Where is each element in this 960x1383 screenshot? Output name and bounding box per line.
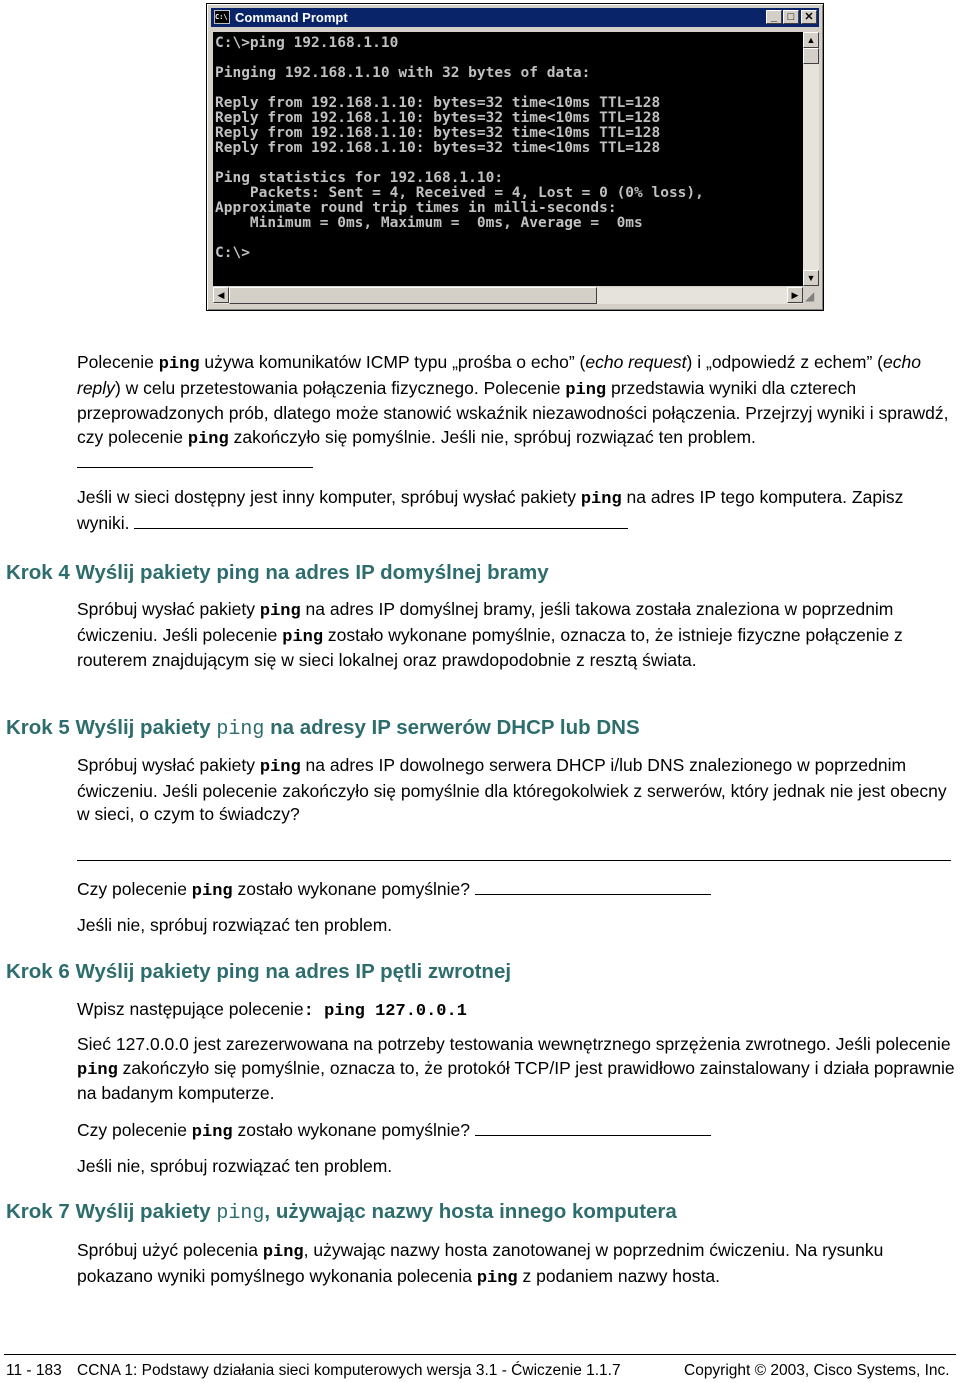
- code-ping: ping: [191, 1123, 233, 1142]
- footer-rule: [4, 1354, 956, 1355]
- step-4-heading: Krok 4 Wyślij pakiety ping na adres IP domyślnej bramy: [6, 561, 549, 584]
- text: zostało wykonane pomyślnie?: [232, 1120, 475, 1140]
- vertical-scrollbar[interactable]: [803, 32, 819, 286]
- text: , używając nazwy hosta zanotowanej w poprzednim ćwiczeniu. Na rysunku pokazano wyniki pomyślnego wykonania polecenia: [77, 1240, 884, 1286]
- text: Polecenie: [77, 352, 159, 372]
- code-ping: ping: [158, 355, 200, 374]
- text: , używając nazwy hosta innego komputera: [264, 1200, 677, 1223]
- scroll-right-icon[interactable]: ▶: [787, 287, 803, 303]
- code-ping: ping: [216, 1202, 265, 1225]
- text: przedstawia wyniki dla czterech przeprowadzonych prób, dlatego może stanowić wskaźnik niezawodności połączenia. Przejrzyj wyniki i sprawdź, czy polecenie: [77, 377, 949, 447]
- text: Jeśli w sieci dostępny jest inny komputer, spróbuj wysłać pakiety: [77, 487, 581, 507]
- answer-line[interactable]: [77, 860, 951, 861]
- text: ) i „odpowiedź z echem” (: [686, 352, 884, 372]
- paragraph-step-7: [77, 1239, 955, 1290]
- console-text: C:\>ping 192.168.1.10 Pinging 192.168.1.10 with 32 bytes of data: Reply from 192.168.1.10: bytes=32 time<10ms TTL=128 Reply from 192.168.1.10: bytes=32 time<10ms TTL=128 Reply from 192.168.1.10: bytes=32 time<10ms TTL=128 Reply from 192.168.1.10: bytes=32 time<10ms TTL=128 Ping statistics for 192.168.1.10: Packets: Sent = 4, Received = 4, Lost = 0 (0% loss), Approximate round trip times in milli-seconds: Minimum = 0ms, Maximum = 0ms, Average = 0ms C:\>: [215, 35, 704, 261]
- paragraph-other-computer: [77, 486, 955, 535]
- answer-line[interactable]: [77, 453, 313, 468]
- step-5-heading: [6, 716, 640, 741]
- code-ping: ping: [282, 627, 324, 647]
- command-prompt-window: [206, 3, 824, 311]
- scroll-up-icon[interactable]: ▲: [803, 32, 819, 48]
- code-ping: ping: [216, 718, 265, 741]
- text: zostało wykonane pomyślnie, oznacza to, że istnieje fizyczne połączenie z routerem znajdującym się w sieci lokalnej oraz prawdopodobnie z resztą świata.: [77, 624, 903, 670]
- text: na adres IP domyślnej bramy, jeśli takowa została znaleziona w poprzednim ćwiczeniu. Jeśli polecenie: [77, 599, 894, 645]
- answer-line[interactable]: [134, 514, 628, 529]
- footer-page-number: 11 - 183: [6, 1362, 62, 1379]
- text: zostało wykonane pomyślnie?: [232, 879, 475, 899]
- paragraph-step-6-command: [77, 998, 955, 1024]
- code-ping: ping: [187, 429, 229, 449]
- text: na adres IP dowolnego serwera DHCP i/lub DNS znalezionego w poprzednim ćwiczeniu. Jeśli polecenie zakończyło się pomyślnie dla któregokolwiek z serwerów, który jednak nie jest obecny w sieci, o czym to świadczy?: [77, 755, 947, 824]
- scroll-down-icon[interactable]: ▼: [803, 270, 819, 286]
- text: z podaniem nazwy hosta.: [517, 1265, 720, 1286]
- question-step-6: [77, 1119, 955, 1145]
- step-7-heading: [6, 1200, 677, 1225]
- paragraph-ping-description: [77, 351, 955, 475]
- paragraph-step-5: [77, 754, 955, 827]
- italic-term: echo reply: [77, 352, 921, 398]
- answer-line[interactable]: [475, 880, 711, 895]
- text: Sieć 127.0.0.0 jest zarezerwowana na potrzeby testowania wewnętrznego sprzężenia zwrotnego. Jeśli polecenie: [77, 1034, 951, 1054]
- close-icon[interactable]: ✕: [801, 10, 817, 24]
- horizontal-scroll-thumb[interactable]: [229, 287, 597, 304]
- code-ping: ping: [262, 1243, 304, 1262]
- vertical-scroll-thumb[interactable]: [803, 48, 819, 64]
- text: Spróbuj użyć polecenia: [77, 1240, 263, 1260]
- window-title-bar[interactable]: [211, 8, 819, 27]
- code-ping: ping: [565, 380, 607, 400]
- footer-course: CCNA 1: Podstawy działania sieci komputerowych wersja 3.1 - Ćwiczenie 1.1.7: [77, 1362, 621, 1379]
- console-output[interactable]: [213, 32, 803, 286]
- answer-line[interactable]: [475, 1121, 711, 1136]
- text: zakończyło się pomyślnie. Jeśli nie, spróbuj rozwiązać ten problem.: [228, 426, 756, 447]
- paragraph-step-4: [77, 598, 955, 673]
- text: Krok 7 Wyślij pakiety: [6, 1200, 217, 1223]
- text: używa komunikatów ICMP typu „prośba o echo” (: [199, 352, 586, 372]
- code-ping: ping: [580, 490, 622, 509]
- text: Czy polecenie: [77, 879, 192, 899]
- text: Krok 5 Wyślij pakiety: [6, 716, 217, 739]
- console-icon: C:\: [214, 10, 230, 24]
- text: na adresy IP serwerów DHCP lub DNS: [264, 716, 640, 739]
- text: Czy polecenie: [77, 1120, 192, 1140]
- code-ping: ping: [191, 882, 233, 901]
- code-command: : ping 127.0.0.1: [303, 1002, 467, 1021]
- text: Spróbuj wysłać pakiety: [77, 599, 260, 619]
- step-6-heading: Krok 6 Wyślij pakiety ping na adres IP pętli zwrotnej: [6, 960, 512, 983]
- footer-copyright: Copyright © 2003, Cisco Systems, Inc.: [684, 1362, 950, 1379]
- horizontal-scrollbar[interactable]: [213, 287, 803, 304]
- text: ) w celu przetestowania połączenia fizycznego. Polecenie: [114, 377, 566, 398]
- text: na adres IP tego komputera. Zapisz wyniki.: [77, 487, 904, 533]
- italic-term: echo request: [585, 352, 687, 372]
- minimize-icon[interactable]: _: [766, 10, 782, 24]
- text: Spróbuj wysłać pakiety: [77, 755, 260, 775]
- text: zakończyło się pomyślnie, oznacza to, że protokół TCP/IP jest prawidłowo zainstalowany i działa poprawnie na badanym komputerze.: [77, 1057, 955, 1103]
- paragraph-step-6: [77, 1033, 955, 1106]
- window-title: Command Prompt: [235, 10, 348, 25]
- code-ping: ping: [77, 1060, 118, 1080]
- code-ping: ping: [259, 758, 301, 777]
- code-ping: ping: [259, 602, 301, 621]
- resize-grip-icon[interactable]: ◢: [805, 289, 815, 303]
- question-step-5: [77, 878, 955, 904]
- code-ping: ping: [476, 1268, 518, 1288]
- text: Wpisz następujące polecenie: [77, 999, 304, 1019]
- scroll-left-icon[interactable]: ◀: [213, 287, 229, 303]
- troubleshoot-note-step-5: Jeśli nie, spróbuj rozwiązać ten problem.: [77, 915, 393, 935]
- maximize-icon[interactable]: □: [783, 10, 799, 24]
- troubleshoot-note-step-6: Jeśli nie, spróbuj rozwiązać ten problem.: [77, 1156, 393, 1176]
